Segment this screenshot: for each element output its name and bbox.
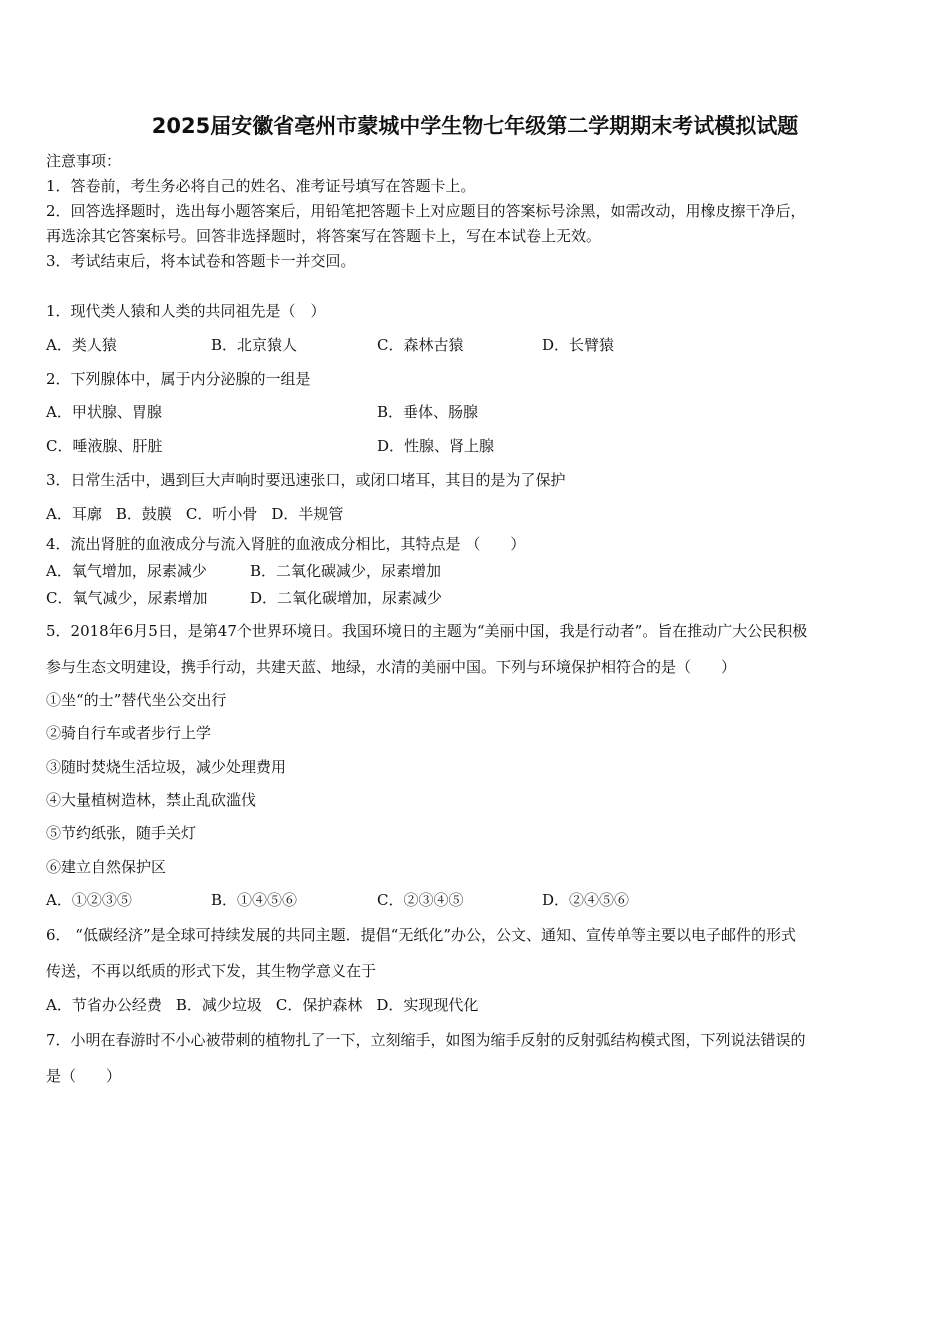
q6-options-row: [46, 994, 478, 1016]
q3-option-a: A．耳廓: [46, 505, 102, 523]
notice-heading: 注意事项：: [46, 152, 122, 170]
q2-option-b: B．垂体、肠腺: [377, 403, 479, 421]
notice-line: 3．考试结束后，将本试卷和答题卡一并交回。: [46, 252, 356, 270]
question-1-stem: 1．现代类人猿和人类的共同祖先是（ ）: [46, 302, 326, 320]
q5-item: ④大量植树造林，禁止乱砍滥伐: [46, 791, 257, 809]
q3-option-d: D．半规管: [271, 505, 344, 523]
q5-item: ⑤节约纸张，随手关灯: [46, 824, 197, 842]
q6-option-b: B．减少垃圾: [175, 996, 262, 1014]
q5-item: ②骑自行车或者步行上学: [46, 724, 212, 742]
q4-option-a: A．氧气增加，尿素减少: [46, 562, 207, 580]
question-2-stem: 2．下列腺体中，属于内分泌腺的一组是: [46, 370, 311, 388]
q4-option-c: C．氧气减少，尿素增加: [46, 589, 208, 607]
question-7-stem-line: 是（ ）: [46, 1067, 122, 1085]
q2-option-d: D．性腺、肾上腺: [377, 437, 495, 455]
q4-option-b: B．二氧化碳减少，尿素增加: [250, 562, 442, 580]
q6-option-d: D．实现现代化: [376, 996, 479, 1014]
q2-option-c: C．唾液腺、肝脏: [46, 437, 163, 455]
question-6-stem-line: 传送，不再以纸质的形式下发，其生物学意义在于: [46, 962, 377, 980]
q4-option-d: D．二氧化碳增加，尿素减少: [250, 589, 443, 607]
question-7-stem-line: 7．小明在春游时不小心被带刺的植物扎了一下，立刻缩手，如图为缩手反射的反射弧结构模式图，下列说法错误的: [46, 1031, 806, 1049]
q1-option-b: B．北京猿人: [211, 336, 298, 354]
question-6-stem-line: 6． “低碳经济”是全球可持续发展的共同主题．提倡“无纸化”办公，公文、通知、宣传单等主要以电子邮件的形式: [46, 926, 796, 944]
q5-item: ⑥建立自然保护区: [46, 858, 167, 876]
q3-option-b: B．鼓膜: [115, 505, 172, 523]
question-4-stem: 4．流出肾脏的血液成分与流入肾脏的血液成分相比，其特点是 （ ）: [46, 535, 526, 553]
q5-option-a: A．①②③⑤: [46, 891, 132, 909]
q2-option-a: A．甲状腺、胃腺: [46, 403, 162, 421]
notice-line: 再选涂其它答案标号。回答非选择题时，将答案写在答题卡上，写在本试卷上无效。: [46, 227, 602, 245]
question-3-stem: 3．日常生活中，遇到巨大声响时要迅速张口，或闭口堵耳，其目的是为了保护: [46, 471, 566, 489]
q5-item: ①坐“的士”替代坐公交出行: [46, 691, 227, 709]
q1-option-a: A．类人猿: [46, 336, 117, 354]
notice-line: 2．回答选择题时，选出每小题答案后，用铅笔把答题卡上对应题目的答案标号涂黑，如需改动，用橡皮擦干净后，: [46, 202, 806, 220]
q3-options-row: [46, 503, 343, 525]
q1-option-c: C．森林古猿: [377, 336, 464, 354]
q5-item: ③随时焚烧生活垃圾，减少处理费用: [46, 758, 287, 776]
notice-line: 1．答卷前，考生务必将自己的姓名、准考证号填写在答题卡上。: [46, 177, 476, 195]
question-5-stem-line: 5．2018年6月5日，是第47个世界环境日。我国环境日的主题为“美丽中国，我是行动者”。旨在推动广大公民积极: [46, 622, 808, 640]
question-5-stem-line: 参与生态文明建设，携手行动，共建天蓝、地绿，水清的美丽中国。下列与环境保护相符合的是（ ）: [46, 658, 737, 676]
page-title: 2025届安徽省亳州市蒙城中学生物七年级第二学期期末考试模拟试题: [151, 114, 799, 138]
q5-option-d: D．②④⑤⑥: [542, 891, 630, 909]
q5-option-c: C．②③④⑤: [377, 891, 464, 909]
q5-option-b: B．①④⑤⑥: [211, 891, 298, 909]
q6-option-a: A．节省办公经费: [46, 996, 162, 1014]
q3-option-c: C．听小骨: [185, 505, 258, 523]
q6-option-c: C．保护森林: [275, 996, 363, 1014]
q1-option-d: D．长臂猿: [542, 336, 615, 354]
